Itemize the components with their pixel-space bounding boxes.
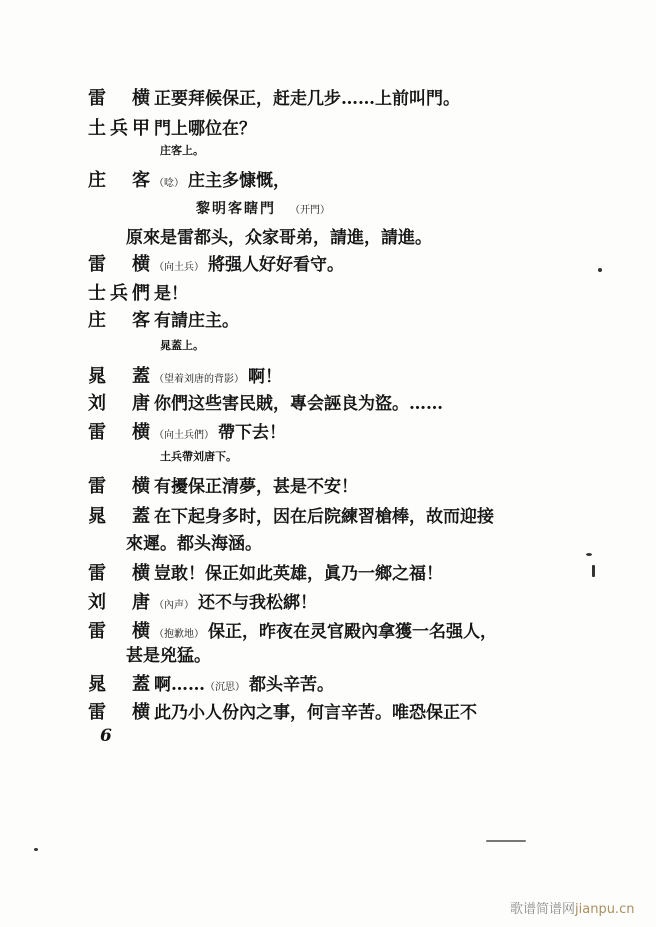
dialogue-text: 你們这些害民賊，專会誣良为盜。……: [154, 394, 443, 414]
speaker: 雷 横: [88, 621, 154, 642]
continuation-line: 甚是兇猛。: [126, 646, 211, 666]
speaker: 庄 客: [88, 310, 154, 331]
action-note: （向土兵們）: [154, 430, 214, 441]
dialogue-text: 有擾保正清夢，甚是不安！: [154, 477, 358, 497]
action-note: （开門）: [290, 205, 330, 216]
dialogue-text: 帶下去！: [218, 423, 286, 443]
dialogue-text: 都头辛苦。: [249, 675, 334, 695]
stage-direction: 晁蓋上。: [160, 339, 204, 352]
verse-line: [196, 198, 334, 218]
dialogue-text: 还不与我松綁！: [198, 593, 317, 613]
action-note: （唸）: [154, 178, 184, 189]
speaker: 雷 横: [88, 254, 154, 275]
speaker: 晁 蓋: [88, 366, 154, 387]
dialogue-text: 門上哪位在？: [154, 119, 256, 139]
dialogue-text: 正要拜候保正，赶走几步……上前叫門。: [154, 89, 460, 109]
dialogue-text: 啊！: [248, 367, 282, 387]
dialogue-line: [88, 306, 239, 332]
scan-speck: [586, 553, 592, 556]
dialogue-text: 是！: [154, 284, 188, 304]
stage-direction: 土兵帶刘唐下。: [160, 450, 237, 463]
dialogue-text: 啊……: [154, 675, 205, 695]
page-number: 6: [100, 726, 112, 746]
speaker: 雷 横: [88, 422, 154, 443]
verse-text: 黎明客瞎門: [196, 201, 276, 217]
speaker: 晁 蓋: [88, 674, 154, 695]
scan-speck: [34, 848, 38, 851]
dialogue-text: 保正，昨夜在灵官殿內拿獲一名强人，: [208, 622, 497, 642]
scan-speck: [486, 840, 526, 842]
speaker: 雷 横: [88, 476, 154, 497]
speaker: 雷 横: [88, 702, 154, 723]
speaker: 庄 客: [88, 170, 154, 191]
dialogue-line: [88, 250, 344, 276]
dialogue-line: [88, 418, 286, 444]
continuation-line: 來遲。都头海涵。: [126, 534, 262, 554]
dialogue-text: 此乃小人份內之事，何言辛苦。唯恐保正不: [154, 703, 477, 723]
dialogue-line: [88, 559, 443, 585]
scan-speck: [598, 268, 602, 272]
stage-direction: 庄客上。: [160, 144, 204, 157]
dialogue-line: [88, 114, 256, 140]
speaker: 士兵們: [88, 283, 154, 304]
dialogue-line: [88, 698, 477, 724]
watermark-cn: 歌谱简谱网: [510, 902, 576, 917]
action-note: （沉思）: [205, 682, 245, 693]
dialogue-line: [88, 362, 282, 388]
speaker: 雷 横: [88, 563, 154, 584]
dialogue-line: [88, 166, 290, 192]
dialogue-line: [88, 670, 334, 696]
speaker: 刘 唐: [88, 592, 154, 613]
action-note: （抱歉地）: [154, 629, 204, 640]
action-note: （向土兵）: [154, 262, 204, 273]
speaker: 土兵甲: [88, 118, 154, 139]
dialogue-line: [88, 84, 460, 110]
dialogue-text: 有請庄主。: [154, 311, 239, 331]
continuation-line: 原來是雷都头，众家哥弟，請進，請進。: [126, 228, 432, 248]
speaker: 晁 蓋: [88, 506, 154, 527]
speaker: 刘 唐: [88, 393, 154, 414]
dialogue-line: [88, 279, 188, 305]
dialogue-text: 豈敢！保正如此英雄，眞乃一鄉之福！: [154, 564, 443, 584]
watermark: [510, 898, 634, 917]
dialogue-line: [88, 389, 443, 415]
dialogue-line: [88, 588, 317, 614]
speaker: 雷 横: [88, 88, 154, 109]
dialogue-text: 在下起身多时，因在后院練習槍棒，故而迎接: [154, 507, 494, 527]
action-note: （望着刘唐的背影）: [154, 374, 244, 385]
scan-speck: [592, 565, 595, 577]
dialogue-line: [88, 617, 497, 643]
dialogue-text: 庄主多慷慨，: [188, 171, 290, 191]
dialogue-line: [88, 472, 358, 498]
action-note: （內声）: [154, 600, 194, 611]
watermark-en: jianpu.cn: [575, 902, 635, 917]
dialogue-line: [88, 502, 494, 528]
dialogue-text: 將强人好好看守。: [208, 255, 344, 275]
